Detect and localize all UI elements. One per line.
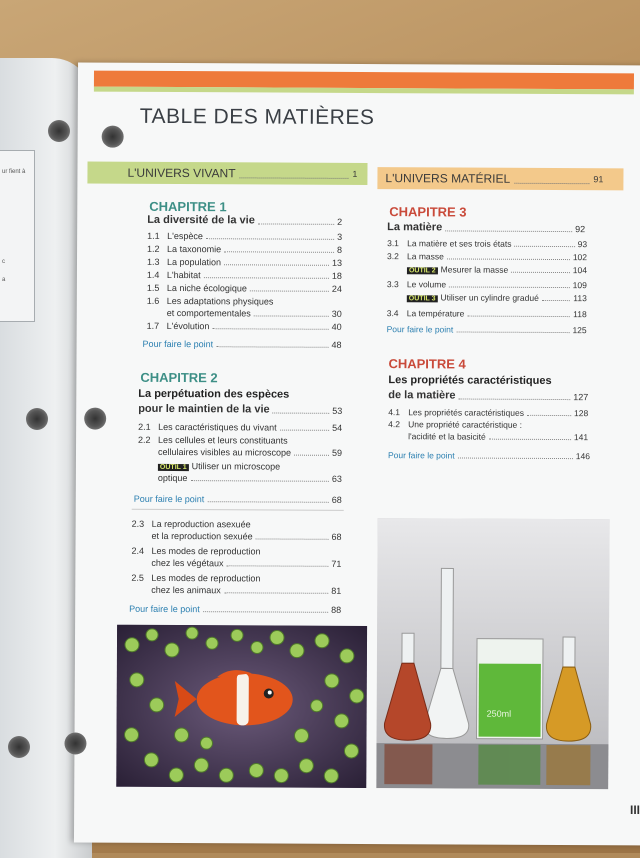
toc-entry[interactable]: 3.1 La matière et ses trois états 93 bbox=[387, 238, 588, 250]
beaker-label: 250ml bbox=[486, 708, 512, 719]
toc-entry[interactable]: 1.5 La niche écologique 24 bbox=[146, 282, 342, 294]
toc-entry[interactable]: 4.1 Les propriétés caractéristiques 128 bbox=[388, 407, 589, 419]
chapter-1-title bbox=[147, 214, 342, 227]
clownfish-photo bbox=[116, 625, 367, 788]
toc-entry-continued[interactable]: optique 63 bbox=[157, 472, 342, 484]
chapter-1-label: CHAPITRE 1 bbox=[149, 198, 227, 215]
chapter-2-title: La perpétuation des espèces bbox=[138, 387, 290, 401]
binder-hole bbox=[102, 126, 124, 148]
binder-hole bbox=[84, 408, 106, 430]
chapter-3-label: CHAPITRE 3 bbox=[389, 204, 467, 220]
chapter-3-title: La matière 92 bbox=[387, 221, 586, 235]
glassware-reflection bbox=[384, 744, 590, 785]
toc-entry[interactable]: 2.5 Les modes de reproduction bbox=[131, 572, 261, 584]
page-title: TABLE DES MATIÈRES bbox=[139, 104, 375, 130]
toc-entry[interactable]: 1.2 La taxonomie 8 bbox=[147, 243, 343, 255]
toc-entry-continued[interactable]: et comportementales 30 bbox=[166, 307, 342, 319]
chapter-title-text: La diversité de la vie bbox=[147, 213, 255, 227]
toc-entry-tool[interactable]: OUTIL 1 Utiliser un microscope bbox=[159, 461, 281, 472]
review-link[interactable]: Pour faire le point 146 bbox=[387, 450, 591, 462]
toc-entry[interactable]: 2.1 Les caractéristiques du vivant 54 bbox=[138, 421, 343, 433]
toc-entry-continued[interactable]: chez les végétaux 71 bbox=[151, 557, 342, 569]
lab-glassware-photo bbox=[376, 518, 609, 789]
toc-entry[interactable]: 2.3 La reproduction asexuée bbox=[131, 518, 251, 530]
leader-dots bbox=[240, 169, 349, 179]
toc-entry[interactable]: 1.1 L'espèce 3 bbox=[147, 230, 343, 242]
toc-entry[interactable]: 1.3 La population 13 bbox=[146, 256, 343, 268]
divider bbox=[132, 509, 344, 511]
clownfish-illustration bbox=[116, 625, 367, 788]
left-page-text: ur fient à bbox=[2, 169, 26, 175]
review-link[interactable]: Pour faire le point 68 bbox=[133, 493, 342, 505]
toc-entry-continued[interactable]: et la reproduction sexuée 68 bbox=[151, 530, 342, 542]
toc-entry[interactable]: 1.4 L'habitat 18 bbox=[146, 269, 342, 281]
review-link[interactable]: Pour faire le point 88 bbox=[129, 603, 342, 615]
review-link[interactable]: Pour faire le point 125 bbox=[386, 324, 587, 336]
leader-dots bbox=[514, 174, 589, 183]
section-page: 1 bbox=[352, 168, 358, 179]
binder-hole bbox=[8, 736, 30, 758]
binder-hole bbox=[48, 120, 70, 142]
section-page: 91 bbox=[593, 174, 604, 185]
section-label: L'UNIVERS MATÉRIEL bbox=[385, 171, 511, 186]
toc-entry[interactable]: 3.4 La température 118 bbox=[386, 308, 587, 320]
review-link[interactable]: Pour faire le point 48 bbox=[142, 338, 342, 350]
toc-entry-tool[interactable]: OUTIL 2 Mesurer la masse 104 bbox=[408, 264, 587, 276]
left-page-text: a bbox=[2, 277, 6, 283]
toc-entry[interactable]: 1.6 Les adaptations physiques bbox=[146, 295, 274, 307]
toc-entry[interactable]: 3.2 La masse 102 bbox=[387, 251, 588, 263]
section-header-univers-vivant bbox=[87, 162, 367, 185]
toc-entry-continued[interactable]: cellulaires visibles au microscope 59 bbox=[157, 446, 343, 458]
chapter-4-title: de la matière 127 bbox=[388, 389, 589, 403]
chapter-4-title: Les propriétés caractéristiques bbox=[388, 374, 552, 387]
chapter-2-title: pour le maintien de la vie 53 bbox=[138, 402, 343, 416]
toc-entry-continued[interactable]: chez les animaux 81 bbox=[151, 584, 342, 596]
green-beaker bbox=[477, 639, 544, 739]
outil-badge: OUTIL 2 bbox=[408, 267, 436, 275]
page-number: III bbox=[630, 803, 640, 817]
left-page-text: c bbox=[2, 259, 5, 265]
toc-entry-tool[interactable]: OUTIL 3 Utiliser un cylindre gradué 113 bbox=[408, 292, 587, 304]
toc-page bbox=[74, 63, 640, 846]
section-header-univers-materiel bbox=[377, 167, 623, 190]
glassware-illustration bbox=[376, 518, 609, 789]
chapter-2-label: CHAPITRE 2 bbox=[140, 369, 218, 386]
chapter-4-label: CHAPITRE 4 bbox=[388, 356, 466, 372]
page-ref: 2 bbox=[337, 216, 343, 227]
left-page-box bbox=[0, 150, 35, 322]
outil-badge: OUTIL 1 bbox=[159, 463, 187, 472]
toc-entry[interactable]: 1.7 L'évolution 40 bbox=[146, 320, 342, 332]
binder-hole bbox=[64, 732, 86, 754]
toc-entry[interactable]: 2.4 Les modes de reproduction bbox=[131, 545, 261, 557]
toc-entry[interactable]: 4.2 Une propriété caractéristique : bbox=[388, 419, 523, 430]
section-label: L'UNIVERS VIVANT bbox=[127, 165, 236, 181]
binder-hole bbox=[26, 408, 48, 430]
toc-entry[interactable]: 2.2 Les cellules et leurs constituants bbox=[138, 434, 288, 446]
toc-entry[interactable]: 3.3 Le volume 109 bbox=[386, 279, 587, 291]
outil-badge: OUTIL 3 bbox=[408, 295, 436, 303]
toc-entry-continued[interactable]: l'acidité et la basicité 141 bbox=[408, 431, 589, 443]
